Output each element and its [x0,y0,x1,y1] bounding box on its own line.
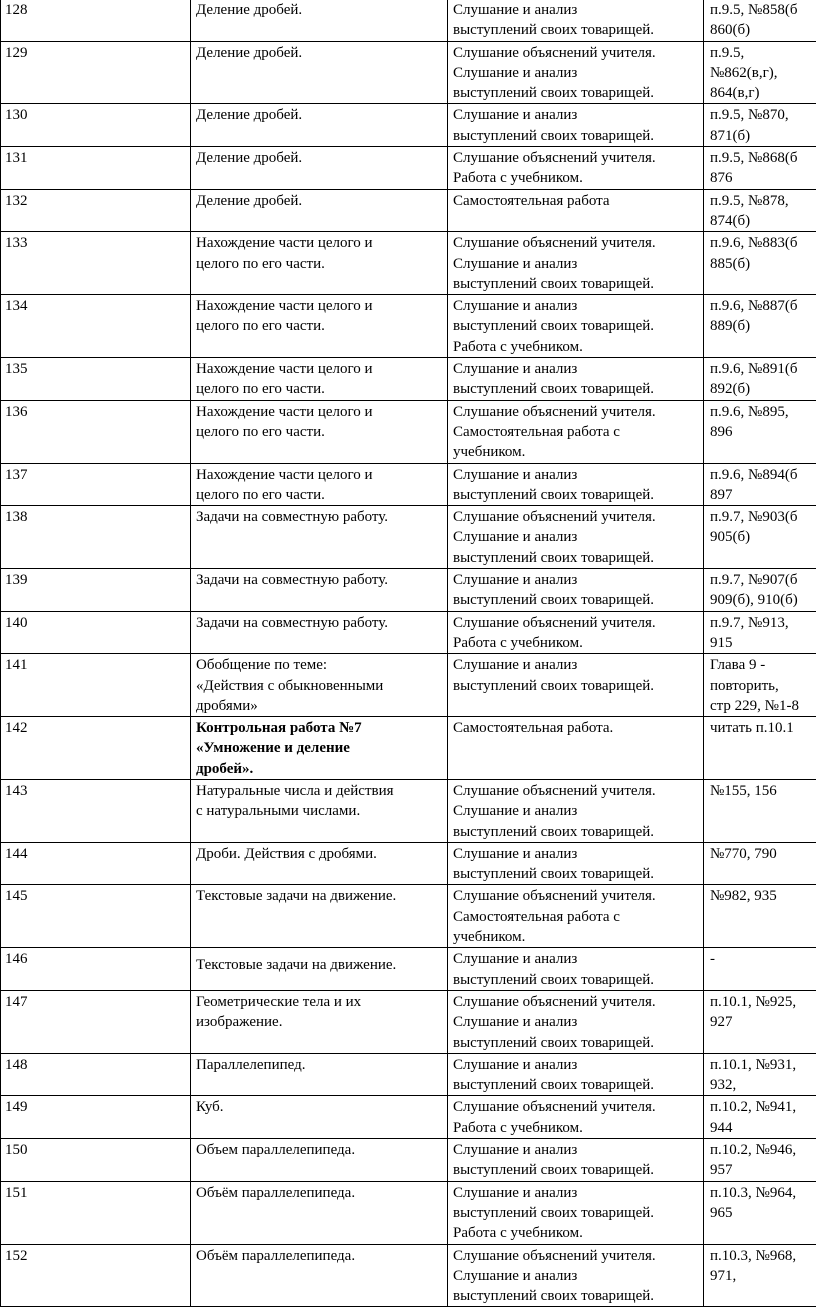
activity-cell [448,400,704,463]
activity-cell-line: Слушание и анализ [453,1012,701,1032]
lesson-topic-cell [191,506,448,569]
lesson-topic-cell-line: Нахождение части целого и [196,402,441,422]
lesson-topic-cell [191,147,448,190]
homework-cell-line: повторить, [710,676,816,696]
homework-cell-line: стр 229, №1-8 [710,696,816,716]
activity-cell-line: Слушание и анализ [453,1266,701,1286]
lesson-topic-cell-line: целого по его части. [196,485,441,505]
lesson-topic-cell [191,41,448,104]
lesson-number-cell: 142 [1,717,191,780]
activity-cell-line: Слушание и анализ [453,949,701,969]
table-row [1,506,816,569]
activity-cell-line: выступлений своих товарищей. [453,379,701,399]
activity-cell-line: выступлений своих товарищей. [453,864,701,884]
lesson-topic-cell-line: Деление дробей. [196,148,441,168]
activity-cell-line: Слушание объяснений учителя. [453,233,701,253]
activity-cell-line: выступлений своих товарищей. [453,1075,701,1095]
lesson-number-cell: 137 [1,463,191,506]
table-row [1,1096,816,1139]
lesson-topic-cell [191,654,448,717]
homework-cell [704,611,816,654]
activity-cell [448,295,704,358]
homework-cell-line: 864(в,г) [710,83,816,103]
lesson-number-cell: 138 [1,506,191,569]
activity-cell [448,189,704,232]
homework-cell-line: п.10.3, №964, [710,1183,816,1203]
lesson-topic-cell-line: Натуральные числа и действия [196,781,441,801]
table-row [1,842,816,885]
lesson-topic-cell-line: Задачи на совместную работу. [196,570,441,590]
homework-cell [704,463,816,506]
homework-cell-line: п.9.7, №907(б [710,570,816,590]
homework-cell [704,189,816,232]
homework-cell-line: 909(б), 910(б) [710,590,816,610]
activity-cell-line: Слушание и анализ [453,1140,701,1160]
table-row [1,569,816,612]
activity-cell [448,0,704,41]
activity-cell [448,779,704,842]
lesson-number-cell: 149 [1,1096,191,1139]
activity-cell [448,654,704,717]
lesson-number-cell: 135 [1,358,191,401]
homework-cell-line: №155, 156 [710,781,816,801]
activity-cell-line: Работа с учебником. [453,633,701,653]
lesson-topic-cell [191,232,448,295]
lesson-topic-cell-line: целого по его части. [196,254,441,274]
homework-cell [704,1053,816,1096]
homework-cell-line: №770, 790 [710,844,816,864]
lesson-topic-cell-line: Текстовые задачи на движение. [196,955,441,975]
homework-cell-line: п.9.5, №878, [710,191,816,211]
activity-cell-line: Слушание объяснений учителя. [453,148,701,168]
activity-cell-line: Слушание и анализ [453,1055,701,1075]
activity-cell [448,611,704,654]
lesson-topic-cell-line: Геометрические тела и их [196,992,441,1012]
homework-cell-line: 915 [710,633,816,653]
activity-cell-line: Слушание и анализ [453,105,701,125]
homework-cell-line: п.9.6, №891(б [710,359,816,379]
table-row [1,948,816,991]
homework-cell [704,295,816,358]
activity-cell-line: выступлений своих товарищей. [453,822,701,842]
lesson-topic-cell-line: целого по его части. [196,379,441,399]
lesson-topic-cell-line: Нахождение части целого и [196,296,441,316]
lesson-topic-cell-line: целого по его части. [196,316,441,336]
lesson-topic-cell [191,1244,448,1307]
activity-cell-line: выступлений своих товарищей. [453,83,701,103]
homework-cell-line: п.10.1, №931, [710,1055,816,1075]
activity-cell-line: выступлений своих товарищей. [453,590,701,610]
table-row [1,611,816,654]
activity-cell [448,41,704,104]
activity-cell [448,717,704,780]
lesson-topic-cell [191,358,448,401]
homework-cell-line: №862(в,г), [710,63,816,83]
homework-cell [704,104,816,147]
activity-cell [448,358,704,401]
lesson-number-cell: 140 [1,611,191,654]
homework-cell-line: 927 [710,1012,816,1032]
activity-cell-line: Слушание и анализ [453,359,701,379]
table-row [1,990,816,1053]
lesson-topic-cell-line: Текстовые задачи на движение. [196,886,441,906]
table-row [1,189,816,232]
table-row [1,1244,816,1307]
activity-cell-line: Работа с учебником. [453,1223,701,1243]
lesson-topic-cell [191,1139,448,1182]
homework-cell-line: - [710,949,816,969]
lesson-topic-cell [191,400,448,463]
lesson-number-cell: 146 [1,948,191,991]
homework-cell [704,569,816,612]
homework-cell-line: 885(б) [710,254,816,274]
activity-cell [448,1244,704,1307]
homework-cell-line: читать п.10.1 [710,718,816,738]
lesson-number-cell: 148 [1,1053,191,1096]
lesson-topic-cell-line: изображение. [196,1012,441,1032]
lesson-number-cell: 145 [1,885,191,948]
lesson-number-cell: 147 [1,990,191,1053]
homework-cell [704,1244,816,1307]
activity-cell-line: учебником. [453,442,701,462]
homework-cell-line: 876 [710,168,816,188]
activity-cell-line: выступлений своих товарищей. [453,1033,701,1053]
lesson-number-cell: 150 [1,1139,191,1182]
activity-cell-line: выступлений своих товарищей. [453,970,701,990]
lesson-number-cell: 139 [1,569,191,612]
lesson-topic-cell-line: «Действия с обыкновенными [196,676,441,696]
table-row [1,0,816,41]
lesson-topic-cell-line: Нахождение части целого и [196,465,441,485]
lesson-topic-cell [191,611,448,654]
lesson-number-cell: 132 [1,189,191,232]
lesson-topic-cell [191,569,448,612]
activity-cell-line: Слушание и анализ [453,63,701,83]
lesson-topic-cell-line: Деление дробей. [196,43,441,63]
homework-cell [704,0,816,41]
lesson-topic-cell-line: целого по его части. [196,422,441,442]
lesson-number-cell: 136 [1,400,191,463]
lesson-number-cell: 151 [1,1181,191,1244]
activity-cell [448,463,704,506]
lesson-topic-cell-line: Объем параллелепипеда. [196,1140,441,1160]
homework-cell-line: п.10.3, №968, [710,1246,816,1266]
lesson-topic-cell-line: Контрольная работа №7 [196,718,441,738]
homework-cell [704,232,816,295]
lesson-topic-cell [191,189,448,232]
homework-cell [704,1096,816,1139]
lesson-topic-cell-line: дробей». [196,759,441,779]
lesson-topic-cell [191,717,448,780]
homework-cell-line: п.9.6, №883(б [710,233,816,253]
activity-cell-line: Слушание и анализ [453,844,701,864]
lesson-topic-cell [191,1096,448,1139]
lesson-number-cell: 128 [1,0,191,41]
lesson-topic-cell [191,779,448,842]
table-row [1,400,816,463]
lesson-topic-cell-line: Задачи на совместную работу. [196,613,441,633]
homework-cell-line: п.10.1, №925, [710,992,816,1012]
activity-cell-line: Слушание и анализ [453,655,701,675]
activity-cell-line: выступлений своих товарищей. [453,274,701,294]
table-row [1,147,816,190]
activity-cell-line: Слушание и анализ [453,801,701,821]
homework-cell-line: 871(б) [710,126,816,146]
homework-cell-line: Глава 9 - [710,655,816,675]
lesson-number-cell: 131 [1,147,191,190]
lesson-topic-cell [191,948,448,991]
activity-cell-line: Слушание объяснений учителя. [453,402,701,422]
homework-cell-line: 965 [710,1203,816,1223]
homework-cell [704,506,816,569]
lesson-topic-cell [191,1053,448,1096]
activity-cell-line: Слушание и анализ [453,465,701,485]
table-row [1,717,816,780]
lesson-number-cell: 152 [1,1244,191,1307]
activity-cell [448,990,704,1053]
homework-cell [704,1139,816,1182]
activity-cell-line: Слушание и анализ [453,296,701,316]
activity-cell-line: Слушание и анализ [453,1183,701,1203]
lesson-topic-cell-line: Нахождение части целого и [196,359,441,379]
table-row [1,1181,816,1244]
homework-cell [704,779,816,842]
activity-cell-line: выступлений своих товарищей. [453,316,701,336]
homework-cell [704,717,816,780]
homework-cell-line: п.9.6, №895, [710,402,816,422]
homework-cell-line: 944 [710,1118,816,1138]
lesson-topic-cell-line: «Умножение и деление [196,738,441,758]
homework-cell [704,948,816,991]
homework-cell [704,842,816,885]
activity-cell-line: Работа с учебником. [453,337,701,357]
homework-cell-line: п.10.2, №946, [710,1140,816,1160]
homework-cell-line: 897 [710,485,816,505]
table-row [1,41,816,104]
lesson-topic-cell [191,295,448,358]
homework-cell [704,885,816,948]
activity-cell-line: Слушание и анализ [453,0,701,20]
activity-cell-line: Слушание и анализ [453,570,701,590]
lesson-topic-cell [191,990,448,1053]
homework-cell-line: 889(б) [710,316,816,336]
table-row [1,463,816,506]
lesson-topic-cell-line: Деление дробей. [196,105,441,125]
homework-cell [704,147,816,190]
homework-cell-line: п.9.5, №858(б [710,0,816,20]
table-row [1,654,816,717]
lesson-topic-cell-line: Нахождение части целого и [196,233,441,253]
homework-cell-line: п.10.2, №941, [710,1097,816,1117]
activity-cell-line: Самостоятельная работа с [453,907,701,927]
lesson-topic-cell [191,0,448,41]
homework-cell-line: 905(б) [710,527,816,547]
table-row [1,779,816,842]
lesson-number-cell: 133 [1,232,191,295]
activity-cell-line: Самостоятельная работа. [453,718,701,738]
homework-cell-line: п.9.6, №894(б [710,465,816,485]
lesson-topic-cell-line: дробями» [196,696,441,716]
lesson-topic-cell [191,885,448,948]
homework-cell-line: п.9.7, №913, [710,613,816,633]
activity-cell-line: учебником. [453,927,701,947]
activity-cell-line: Самостоятельная работа с [453,422,701,442]
homework-cell [704,41,816,104]
activity-cell-line: Слушание и анализ [453,527,701,547]
homework-cell [704,400,816,463]
table-row [1,295,816,358]
activity-cell-line: Слушание объяснений учителя. [453,1097,701,1117]
lesson-topic-cell-line: с натуральными числами. [196,801,441,821]
activity-cell-line: выступлений своих товарищей. [453,20,701,40]
table-row [1,232,816,295]
activity-cell-line: выступлений своих товарищей. [453,1286,701,1306]
lesson-topic-cell-line: Деление дробей. [196,191,441,211]
activity-cell-line: Работа с учебником. [453,168,701,188]
lesson-topic-cell-line: Деление дробей. [196,0,441,20]
lesson-plan-body [1,0,816,1307]
activity-cell-line: выступлений своих товарищей. [453,1160,701,1180]
homework-cell [704,358,816,401]
homework-cell [704,990,816,1053]
activity-cell-line: Слушание объяснений учителя. [453,992,701,1012]
homework-cell-line: 896 [710,422,816,442]
homework-cell-line: 971, [710,1266,816,1286]
homework-cell-line: п.9.5, №868(б [710,148,816,168]
activity-cell [448,1096,704,1139]
homework-cell-line: п.9.6, №887(б [710,296,816,316]
activity-cell-line: выступлений своих товарищей. [453,548,701,568]
activity-cell [448,885,704,948]
activity-cell-line: Слушание объяснений учителя. [453,613,701,633]
table-row [1,1139,816,1182]
activity-cell [448,104,704,147]
lesson-number-cell: 143 [1,779,191,842]
lesson-topic-cell [191,104,448,147]
lesson-topic-cell-line: Обобщение по теме: [196,655,441,675]
lesson-number-cell: 141 [1,654,191,717]
activity-cell-line: выступлений своих товарищей. [453,1203,701,1223]
activity-cell-line: Слушание объяснений учителя. [453,1246,701,1266]
activity-cell-line: Самостоятельная работа [453,191,701,211]
homework-cell-line: 892(б) [710,379,816,399]
lesson-topic-cell [191,842,448,885]
lesson-topic-cell [191,463,448,506]
lesson-topic-cell-line: Куб. [196,1097,441,1117]
activity-cell-line: выступлений своих товарищей. [453,126,701,146]
homework-cell-line: 860(б) [710,20,816,40]
lesson-topic-cell [191,1181,448,1244]
activity-cell [448,842,704,885]
lesson-number-cell: 144 [1,842,191,885]
activity-cell [448,1139,704,1182]
homework-cell [704,1181,816,1244]
homework-cell-line: 874(б) [710,211,816,231]
lesson-topic-cell-line: Дроби. Действия с дробями. [196,844,441,864]
lesson-number-cell: 130 [1,104,191,147]
lesson-topic-cell-line: Параллелепипед. [196,1055,441,1075]
homework-cell-line: 957 [710,1160,816,1180]
lesson-number-cell: 134 [1,295,191,358]
activity-cell-line: Слушание объяснений учителя. [453,43,701,63]
activity-cell-line: выступлений своих товарищей. [453,485,701,505]
homework-cell [704,654,816,717]
lesson-topic-cell-line: Задачи на совместную работу. [196,507,441,527]
table-row [1,1053,816,1096]
homework-cell-line: п.9.5, [710,43,816,63]
homework-cell-line: 932, [710,1075,816,1095]
lesson-number-cell: 129 [1,41,191,104]
activity-cell-line: Слушание объяснений учителя. [453,507,701,527]
activity-cell [448,1053,704,1096]
lesson-topic-cell-line: Объём параллелепипеда. [196,1183,441,1203]
homework-cell-line: п.9.7, №903(б [710,507,816,527]
activity-cell [448,232,704,295]
activity-cell [448,948,704,991]
activity-cell [448,1181,704,1244]
table-row [1,104,816,147]
activity-cell [448,569,704,612]
table-row [1,358,816,401]
activity-cell-line: Слушание и анализ [453,254,701,274]
activity-cell-line: Работа с учебником. [453,1118,701,1138]
activity-cell-line: Слушание объяснений учителя. [453,886,701,906]
lesson-topic-cell-line: Объём параллелепипеда. [196,1246,441,1266]
homework-cell-line: №982, 935 [710,886,816,906]
homework-cell-line: п.9.5, №870, [710,105,816,125]
activity-cell [448,506,704,569]
activity-cell-line: выступлений своих товарищей. [453,676,701,696]
activity-cell-line: Слушание объяснений учителя. [453,781,701,801]
activity-cell [448,147,704,190]
table-row [1,885,816,948]
